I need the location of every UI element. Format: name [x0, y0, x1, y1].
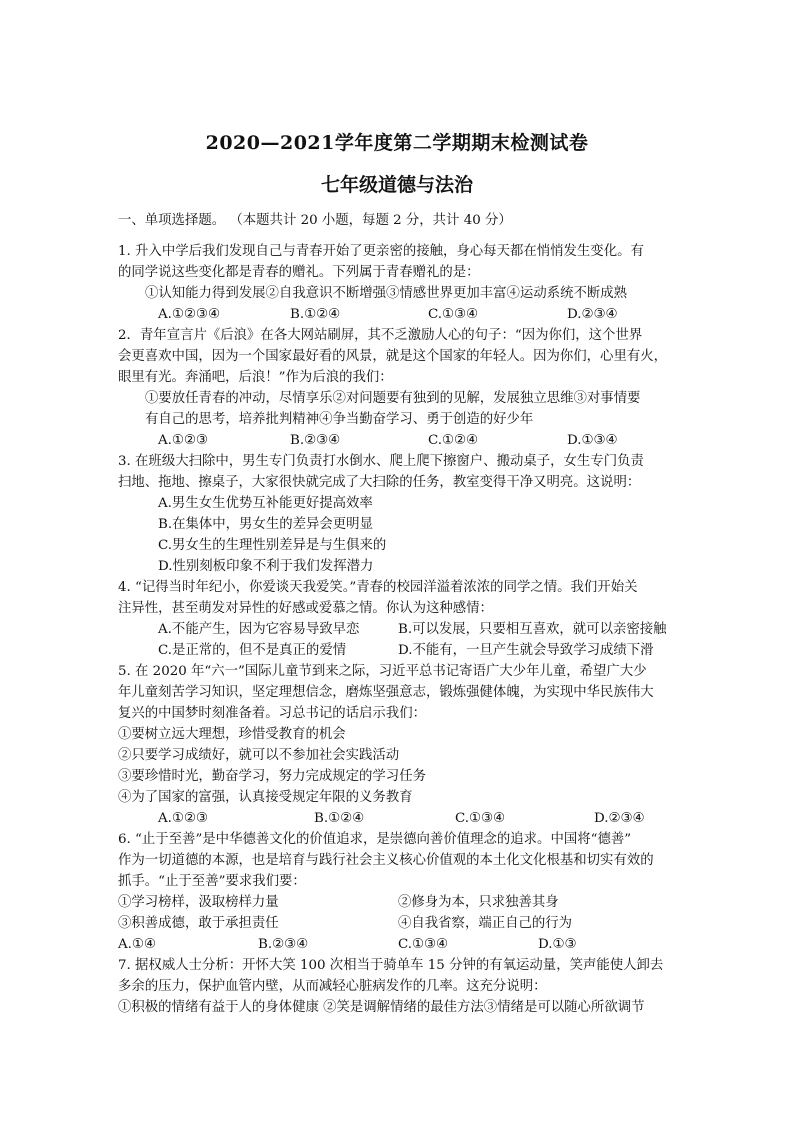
q2-stem-line1: 2．青年宣言片《后浪》在各大网站刷屏，其不乏激励人心的句子：“因为你们，这个世界 [118, 328, 643, 343]
q1-option-b[interactable]: B.①②④ [290, 307, 341, 322]
q4-stem-line1: 4. “记得当时年纪小，你爱谈天我爱笑。”青春的校园洋溢着浓浓的同学之情。我们开始关 [118, 580, 638, 595]
exam-subtitle: 七年级道德与法治 [320, 174, 473, 196]
q5-item-2: ②只要学习成绩好，就可以不参加社会实践活动 [118, 748, 400, 763]
q4-option-d[interactable]: D.不能有，一旦产生就会导致学习成绩下滑 [398, 643, 654, 658]
q6-item-2: ②修身为本，只求独善其身 [398, 895, 559, 910]
q3-option-b[interactable]: B.在集体中，男女生的差异会更明显 [158, 517, 373, 532]
q1-stem-line2: 的同学说这些变化都是青春的赠礼。下列属于青春赠礼的是： [118, 265, 480, 280]
q6-item-1: ①学习榜样，汲取榜样力量 [118, 895, 279, 910]
q1-stem-line1: 1. 升入中学后我们发现自己与青春开始了更亲密的接触，身心每天都在悄悄发生变化。有 [118, 244, 644, 259]
q6-stem-line3: 抓手。“止于至善”要求我们要： [118, 874, 306, 889]
q7-stem-line2: 多余的压力，保护血管内壁，从而减轻心脏病发作的几率。这充分说明： [118, 979, 547, 994]
q7-items-line1: ①积极的情绪有益于人的身体健康 ②笑是调解情绪的最佳方法③情绪是可以随心所欲调节 [118, 1000, 645, 1015]
q2-items-line1: ①要放任青春的冲动，尽情享乐②对问题要有独到的见解，发展独立思维③对事情要 [145, 391, 641, 406]
q5-option-d[interactable]: D.②③④ [594, 811, 645, 826]
q4-option-a[interactable]: A.不能产生，因为它容易导致早恋 [158, 622, 360, 637]
q2-option-a[interactable]: A.①②③ [158, 433, 208, 448]
section-heading: 一、单项选择题。 （本题共计 20 小题，每题 2 分，共计 40 分） [118, 213, 512, 228]
q1-option-d[interactable]: D.②③④ [567, 307, 618, 322]
q6-stem-line1: 6. “止于至善”是中华德善文化的价值追求，是崇德向善价值理念的追求。中国将“德善” [118, 832, 632, 847]
q6-option-c[interactable]: C.①③④ [398, 937, 449, 952]
q3-option-a[interactable]: A.男生女生优势互补能更好提高效率 [158, 496, 373, 511]
q5-stem-line3: 复兴的中国梦时刻准备着。习总书记的话启示我们： [118, 706, 426, 721]
q5-stem-line2: 年儿童刻苦学习知识，坚定理想信念，磨炼坚强意志，锻炼强健体魄，为实现中华民族伟大 [118, 685, 654, 700]
q6-option-a[interactable]: A.①④ [118, 937, 156, 952]
q3-stem-line1: 3. 在班级大扫除中，男生专门负责打水倒水、爬上爬下擦窗户、搬动桌子，女生专门负责 [118, 454, 644, 469]
q2-option-d[interactable]: D.①③④ [567, 433, 618, 448]
q4-option-b[interactable]: B.可以发展，只要相互喜欢，就可以亲密接触 [398, 622, 667, 637]
q1-option-c[interactable]: C.①③④ [428, 307, 479, 322]
q5-item-1: ①要树立远大理想，珍惜受教育的机会 [118, 727, 346, 742]
q5-option-c[interactable]: C.①③④ [455, 811, 506, 826]
q2-stem-line3: 眼里有光。奔涌吧，后浪！”作为后浪的我们： [118, 370, 393, 385]
q2-option-b[interactable]: B.②③④ [290, 433, 341, 448]
q1-items: ①认知能力得到发展②自我意识不断增强③情感世界更加丰富④运动系统不断成熟 [145, 286, 628, 301]
exam-title: 2020—2021学年度第二学期期末检测试卷 [205, 132, 589, 154]
q5-item-4: ④为了国家的富强，认真接受规定年限的义务教育 [118, 790, 413, 805]
q6-item-3: ③积善成德，敢于承担责任 [118, 916, 279, 931]
q4-stem-line2: 注异性，甚至萌发对异性的好感或爱慕之情。你认为这种感情： [118, 601, 493, 616]
q6-option-b[interactable]: B.②③④ [258, 937, 309, 952]
q7-stem-line1: 7. 据权威人士分析：开怀大笑 100 次相当于骑单车 15 分钟的有氧运动量，笑声能使人卸去 [118, 958, 664, 973]
q2-stem-line2: 会更喜欢中国，因为一个国家最好看的风景，就是这个国家的年轻人。因为你们，心里有火， [118, 349, 668, 364]
q4-option-c[interactable]: C.是正常的，但不是真正的爱情 [158, 643, 347, 658]
q1-option-a[interactable]: A.①②③④ [158, 307, 220, 322]
q3-option-d[interactable]: D.性别刻板印象不利于我们发挥潜力 [158, 559, 374, 574]
q5-stem-line1: 5. 在 2020 年“六一”国际儿童节到来之际，习近平总书记寄语广大少年儿童，希望广大少 [118, 664, 647, 679]
q6-option-d[interactable]: D.①③ [538, 937, 577, 952]
q3-option-c[interactable]: C.男女生的生理性别差异是与生俱来的 [158, 538, 387, 553]
q5-item-3: ③要珍惜时光，勤奋学习，努力完成规定的学习任务 [118, 769, 426, 784]
q3-stem-line2: 扫地、拖地、擦桌子，大家很快就完成了大扫除的任务，教室变得干净又明亮。这说明： [118, 475, 641, 490]
q6-stem-line2: 作为一切道德的本源，也是培育与践行社会主义核心价值观的本土化文化根基和切实有效的 [118, 853, 654, 868]
q2-items-line2: 有自己的思考，培养批判精神④争当勤奋学习、勇于创造的好少年 [145, 412, 534, 427]
q5-option-b[interactable]: B.①②④ [314, 811, 365, 826]
q6-item-4: ④自我省察，端正自己的行为 [398, 916, 573, 931]
q2-option-c[interactable]: C.①②④ [428, 433, 479, 448]
q5-option-a[interactable]: A.①②③ [158, 811, 208, 826]
